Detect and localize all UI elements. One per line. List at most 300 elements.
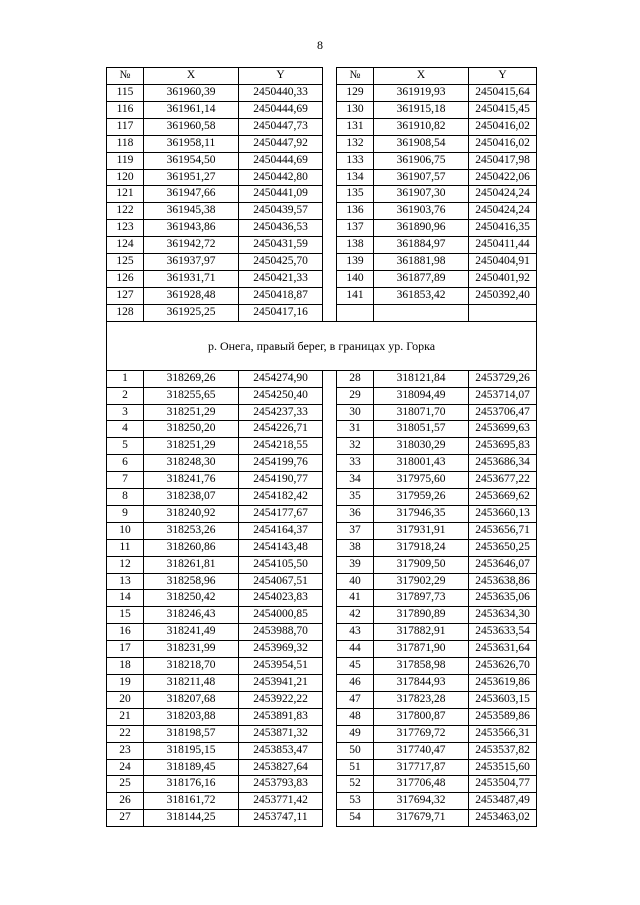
- point-number: 132: [337, 135, 374, 152]
- column-separator: [323, 522, 337, 539]
- table-row: [107, 220, 537, 237]
- column-separator: [323, 573, 337, 590]
- table-row: [107, 101, 537, 118]
- point-number: 52: [337, 776, 374, 793]
- table-row: [107, 641, 537, 658]
- point-number: 119: [107, 152, 144, 169]
- y-coordinate: 2450422,06: [469, 169, 537, 186]
- column-separator: [323, 421, 337, 438]
- section-title-row: [107, 321, 537, 370]
- point-number: 141: [337, 287, 374, 304]
- x-coordinate: 318094,49: [374, 387, 469, 404]
- y-coordinate: 2453686,34: [469, 455, 537, 472]
- table-row: [107, 387, 537, 404]
- y-coordinate: 2453566,31: [469, 725, 537, 742]
- column-header: X: [374, 68, 469, 85]
- point-number: 19: [107, 675, 144, 692]
- x-coordinate: 317931,91: [374, 522, 469, 539]
- x-coordinate: 318001,43: [374, 455, 469, 472]
- point-number: 46: [337, 675, 374, 692]
- table-row: [107, 152, 537, 169]
- point-number: 127: [107, 287, 144, 304]
- point-number: 126: [107, 270, 144, 287]
- point-number: 41: [337, 590, 374, 607]
- point-number: 9: [107, 505, 144, 522]
- y-coordinate: 2450444,69: [239, 152, 323, 169]
- x-coordinate: 361928,48: [144, 287, 239, 304]
- y-coordinate: 2450416,02: [469, 135, 537, 152]
- point-number: 35: [337, 489, 374, 506]
- column-separator: [323, 472, 337, 489]
- x-coordinate: 361907,57: [374, 169, 469, 186]
- column-separator: [323, 220, 337, 237]
- y-coordinate: 2453793,83: [239, 776, 323, 793]
- column-separator: [323, 118, 337, 135]
- x-coordinate: 317959,26: [374, 489, 469, 506]
- column-separator: [323, 101, 337, 118]
- column-separator: [323, 152, 337, 169]
- point-number: 18: [107, 658, 144, 675]
- point-number: 14: [107, 590, 144, 607]
- y-coordinate: 2453463,02: [469, 810, 537, 827]
- point-number: 121: [107, 186, 144, 203]
- column-separator: [323, 539, 337, 556]
- x-coordinate: 318176,16: [144, 776, 239, 793]
- x-coordinate: 318218,70: [144, 658, 239, 675]
- x-coordinate: 317844,93: [374, 675, 469, 692]
- table-row: [107, 186, 537, 203]
- y-coordinate: 2450424,24: [469, 186, 537, 203]
- table-row: [107, 607, 537, 624]
- point-number: 54: [337, 810, 374, 827]
- table-row: [107, 742, 537, 759]
- x-coordinate: 317975,60: [374, 472, 469, 489]
- point-number: 7: [107, 472, 144, 489]
- y-coordinate: 2450442,80: [239, 169, 323, 186]
- column-separator: [323, 203, 337, 220]
- column-separator: [323, 85, 337, 102]
- point-number: 130: [337, 101, 374, 118]
- point-number: 140: [337, 270, 374, 287]
- y-coordinate: 2450415,64: [469, 85, 537, 102]
- column-separator: [323, 387, 337, 404]
- point-number: 122: [107, 203, 144, 220]
- y-coordinate: 2454023,83: [239, 590, 323, 607]
- x-coordinate: 361910,82: [374, 118, 469, 135]
- y-coordinate: 2450421,33: [239, 270, 323, 287]
- column-separator: [323, 68, 337, 85]
- x-coordinate: 318246,43: [144, 607, 239, 624]
- y-coordinate: 2454218,55: [239, 438, 323, 455]
- column-separator: [323, 691, 337, 708]
- point-number: 6: [107, 455, 144, 472]
- x-coordinate: 318251,29: [144, 438, 239, 455]
- x-coordinate: 361937,97: [144, 254, 239, 271]
- x-coordinate: 317882,91: [374, 624, 469, 641]
- table-row: [107, 118, 537, 135]
- x-coordinate: 361925,25: [144, 304, 239, 321]
- point-number: 23: [107, 742, 144, 759]
- y-coordinate: 2453646,07: [469, 556, 537, 573]
- table-row: [107, 85, 537, 102]
- y-coordinate: 2453699,63: [469, 421, 537, 438]
- y-coordinate: 2453891,83: [239, 708, 323, 725]
- x-coordinate: 318071,70: [374, 404, 469, 421]
- point-number: 26: [107, 793, 144, 810]
- x-coordinate: 317918,24: [374, 539, 469, 556]
- x-coordinate: 318030,29: [374, 438, 469, 455]
- point-number: 11: [107, 539, 144, 556]
- point-number: 117: [107, 118, 144, 135]
- y-coordinate: 2453922,22: [239, 691, 323, 708]
- x-coordinate: 318250,20: [144, 421, 239, 438]
- table-row: [107, 438, 537, 455]
- x-coordinate: 317717,87: [374, 759, 469, 776]
- table-row: [107, 590, 537, 607]
- point-number: 31: [337, 421, 374, 438]
- point-number: 1: [107, 370, 144, 387]
- x-coordinate: 318240,92: [144, 505, 239, 522]
- x-coordinate: 317946,35: [374, 505, 469, 522]
- y-coordinate: 2453487,49: [469, 793, 537, 810]
- x-coordinate: 318121,84: [374, 370, 469, 387]
- point-number: 32: [337, 438, 374, 455]
- column-separator: [323, 489, 337, 506]
- y-coordinate: 2454177,67: [239, 505, 323, 522]
- x-coordinate: 318255,65: [144, 387, 239, 404]
- point-number: 39: [337, 556, 374, 573]
- y-coordinate: 2453853,47: [239, 742, 323, 759]
- point-number: 51: [337, 759, 374, 776]
- point-number: 53: [337, 793, 374, 810]
- column-separator: [323, 556, 337, 573]
- y-coordinate: 2450418,87: [239, 287, 323, 304]
- point-number: 49: [337, 725, 374, 742]
- point-number: 136: [337, 203, 374, 220]
- point-number: 135: [337, 186, 374, 203]
- y-coordinate: 2450439,57: [239, 203, 323, 220]
- x-coordinate: 361960,58: [144, 118, 239, 135]
- y-coordinate: 2453619,86: [469, 675, 537, 692]
- table-header-row: [107, 68, 537, 85]
- y-coordinate: 2453589,86: [469, 708, 537, 725]
- column-separator: [323, 135, 337, 152]
- column-separator: [323, 725, 337, 742]
- point-number: 137: [337, 220, 374, 237]
- x-coordinate: 361943,86: [144, 220, 239, 237]
- column-separator: [323, 641, 337, 658]
- point-number: 8: [107, 489, 144, 506]
- column-separator: [323, 776, 337, 793]
- table-row: [107, 270, 537, 287]
- x-coordinate: 318211,48: [144, 675, 239, 692]
- table-row: [107, 237, 537, 254]
- point-number: 36: [337, 505, 374, 522]
- y-coordinate: 2450416,02: [469, 118, 537, 135]
- y-coordinate: 2453729,26: [469, 370, 537, 387]
- y-coordinate: 2454000,85: [239, 607, 323, 624]
- x-coordinate: 318250,42: [144, 590, 239, 607]
- point-number: 125: [107, 254, 144, 271]
- x-coordinate: 361908,54: [374, 135, 469, 152]
- point-number: [337, 304, 374, 321]
- y-coordinate: 2453747,11: [239, 810, 323, 827]
- x-coordinate: 361931,71: [144, 270, 239, 287]
- point-number: 13: [107, 573, 144, 590]
- point-number: 38: [337, 539, 374, 556]
- y-coordinate: 2453677,22: [469, 472, 537, 489]
- y-coordinate: [469, 304, 537, 321]
- x-coordinate: 361881,98: [374, 254, 469, 271]
- y-coordinate: 2450436,53: [239, 220, 323, 237]
- table-row: [107, 254, 537, 271]
- y-coordinate: 2453714,07: [469, 387, 537, 404]
- point-number: 43: [337, 624, 374, 641]
- point-number: 22: [107, 725, 144, 742]
- x-coordinate: 318161,72: [144, 793, 239, 810]
- point-number: 131: [337, 118, 374, 135]
- x-coordinate: 361951,27: [144, 169, 239, 186]
- column-header: Y: [469, 68, 537, 85]
- table-row: [107, 776, 537, 793]
- y-coordinate: 2450444,69: [239, 101, 323, 118]
- page-number: 8: [317, 38, 323, 52]
- x-coordinate: 317740,47: [374, 742, 469, 759]
- point-number: 139: [337, 254, 374, 271]
- y-coordinate: 2454274,90: [239, 370, 323, 387]
- column-separator: [323, 505, 337, 522]
- y-coordinate: 2453634,30: [469, 607, 537, 624]
- x-coordinate: 361906,75: [374, 152, 469, 169]
- y-coordinate: 2453631,64: [469, 641, 537, 658]
- y-coordinate: 2450447,92: [239, 135, 323, 152]
- x-coordinate: 318241,49: [144, 624, 239, 641]
- y-coordinate: 2453954,51: [239, 658, 323, 675]
- column-separator: [323, 455, 337, 472]
- point-number: 37: [337, 522, 374, 539]
- y-coordinate: 2454105,50: [239, 556, 323, 573]
- point-number: 134: [337, 169, 374, 186]
- point-number: 25: [107, 776, 144, 793]
- x-coordinate: 317890,89: [374, 607, 469, 624]
- x-coordinate: 361961,14: [144, 101, 239, 118]
- table-row: [107, 658, 537, 675]
- table-row: [107, 759, 537, 776]
- column-separator: [323, 590, 337, 607]
- point-number: 27: [107, 810, 144, 827]
- y-coordinate: 2453988,70: [239, 624, 323, 641]
- x-coordinate: 361853,42: [374, 287, 469, 304]
- point-number: 40: [337, 573, 374, 590]
- y-coordinate: 2450415,45: [469, 101, 537, 118]
- table-row: [107, 169, 537, 186]
- y-coordinate: 2454164,37: [239, 522, 323, 539]
- x-coordinate: 361907,30: [374, 186, 469, 203]
- y-coordinate: 2454199,76: [239, 455, 323, 472]
- column-separator: [323, 742, 337, 759]
- x-coordinate: 361877,89: [374, 270, 469, 287]
- x-coordinate: 361954,50: [144, 152, 239, 169]
- y-coordinate: 2453633,54: [469, 624, 537, 641]
- x-coordinate: 361890,96: [374, 220, 469, 237]
- point-number: 21: [107, 708, 144, 725]
- coordinates-table: [106, 67, 537, 827]
- y-coordinate: 2453656,71: [469, 522, 537, 539]
- table-row: [107, 725, 537, 742]
- point-number: 2: [107, 387, 144, 404]
- y-coordinate: 2450404,91: [469, 254, 537, 271]
- column-separator: [323, 759, 337, 776]
- column-header: X: [144, 68, 239, 85]
- y-coordinate: 2450440,33: [239, 85, 323, 102]
- column-header: №: [337, 68, 374, 85]
- point-number: 118: [107, 135, 144, 152]
- point-number: 5: [107, 438, 144, 455]
- x-coordinate: 318195,15: [144, 742, 239, 759]
- point-number: 133: [337, 152, 374, 169]
- y-coordinate: 2450401,92: [469, 270, 537, 287]
- column-separator: [323, 169, 337, 186]
- table-row: [107, 522, 537, 539]
- column-separator: [323, 270, 337, 287]
- x-coordinate: 318231,99: [144, 641, 239, 658]
- point-number: 3: [107, 404, 144, 421]
- x-coordinate: 318207,68: [144, 691, 239, 708]
- column-separator: [323, 254, 337, 271]
- x-coordinate: 317902,29: [374, 573, 469, 590]
- column-header: №: [107, 68, 144, 85]
- column-separator: [323, 675, 337, 692]
- point-number: 10: [107, 522, 144, 539]
- y-coordinate: 2453871,32: [239, 725, 323, 742]
- x-coordinate: 317694,32: [374, 793, 469, 810]
- point-number: 17: [107, 641, 144, 658]
- point-number: 138: [337, 237, 374, 254]
- table-row: [107, 304, 537, 321]
- column-separator: [323, 708, 337, 725]
- point-number: 42: [337, 607, 374, 624]
- x-coordinate: 318238,07: [144, 489, 239, 506]
- x-coordinate: 317679,71: [374, 810, 469, 827]
- table-row: [107, 472, 537, 489]
- table-row: [107, 810, 537, 827]
- point-number: 28: [337, 370, 374, 387]
- y-coordinate: 2454226,71: [239, 421, 323, 438]
- table-row: [107, 203, 537, 220]
- x-coordinate: 318261,81: [144, 556, 239, 573]
- y-coordinate: 2450411,44: [469, 237, 537, 254]
- x-coordinate: 361919,93: [374, 85, 469, 102]
- y-coordinate: 2453635,06: [469, 590, 537, 607]
- y-coordinate: 2450417,16: [239, 304, 323, 321]
- column-separator: [323, 404, 337, 421]
- y-coordinate: 2450417,98: [469, 152, 537, 169]
- y-coordinate: 2453669,62: [469, 489, 537, 506]
- table-row: [107, 573, 537, 590]
- column-separator: [323, 658, 337, 675]
- y-coordinate: 2450441,09: [239, 186, 323, 203]
- y-coordinate: 2454250,40: [239, 387, 323, 404]
- table-row: [107, 455, 537, 472]
- y-coordinate: 2453650,25: [469, 539, 537, 556]
- x-coordinate: 318269,26: [144, 370, 239, 387]
- y-coordinate: 2450424,24: [469, 203, 537, 220]
- point-number: 24: [107, 759, 144, 776]
- table-row: [107, 421, 537, 438]
- point-number: 115: [107, 85, 144, 102]
- point-number: 50: [337, 742, 374, 759]
- column-separator: [323, 438, 337, 455]
- point-number: 20: [107, 691, 144, 708]
- y-coordinate: 2453941,21: [239, 675, 323, 692]
- x-coordinate: 317769,72: [374, 725, 469, 742]
- table-row: [107, 793, 537, 810]
- point-number: 12: [107, 556, 144, 573]
- table-row: [107, 691, 537, 708]
- point-number: 116: [107, 101, 144, 118]
- x-coordinate: 361884,97: [374, 237, 469, 254]
- table-row: [107, 370, 537, 387]
- table-row: [107, 624, 537, 641]
- point-number: 128: [107, 304, 144, 321]
- x-coordinate: 318198,57: [144, 725, 239, 742]
- x-coordinate: 317909,50: [374, 556, 469, 573]
- x-coordinate: 361947,66: [144, 186, 239, 203]
- column-separator: [323, 304, 337, 321]
- y-coordinate: 2453771,42: [239, 793, 323, 810]
- x-coordinate: 318144,25: [144, 810, 239, 827]
- point-number: 29: [337, 387, 374, 404]
- x-coordinate: 318241,76: [144, 472, 239, 489]
- table-row: [107, 539, 537, 556]
- table-row: [107, 489, 537, 506]
- x-coordinate: 318189,45: [144, 759, 239, 776]
- y-coordinate: 2453706,47: [469, 404, 537, 421]
- column-separator: [323, 237, 337, 254]
- table-row: [107, 708, 537, 725]
- y-coordinate: 2453638,86: [469, 573, 537, 590]
- point-number: 4: [107, 421, 144, 438]
- x-coordinate: 361942,72: [144, 237, 239, 254]
- x-coordinate: 317800,87: [374, 708, 469, 725]
- point-number: 45: [337, 658, 374, 675]
- y-coordinate: 2450431,59: [239, 237, 323, 254]
- column-separator: [323, 793, 337, 810]
- y-coordinate: 2454143,48: [239, 539, 323, 556]
- table-row: [107, 556, 537, 573]
- x-coordinate: 318251,29: [144, 404, 239, 421]
- x-coordinate: 318203,88: [144, 708, 239, 725]
- column-separator: [323, 607, 337, 624]
- x-coordinate: 318260,86: [144, 539, 239, 556]
- x-coordinate: 361945,38: [144, 203, 239, 220]
- column-separator: [323, 810, 337, 827]
- point-number: 124: [107, 237, 144, 254]
- y-coordinate: 2453515,60: [469, 759, 537, 776]
- y-coordinate: 2453603,15: [469, 691, 537, 708]
- point-number: 34: [337, 472, 374, 489]
- point-number: 123: [107, 220, 144, 237]
- y-coordinate: 2450416,35: [469, 220, 537, 237]
- column-separator: [323, 370, 337, 387]
- x-coordinate: 361960,39: [144, 85, 239, 102]
- y-coordinate: 2453969,32: [239, 641, 323, 658]
- y-coordinate: 2450392,40: [469, 287, 537, 304]
- y-coordinate: 2454190,77: [239, 472, 323, 489]
- column-separator: [323, 186, 337, 203]
- y-coordinate: 2450447,73: [239, 118, 323, 135]
- column-header: Y: [239, 68, 323, 85]
